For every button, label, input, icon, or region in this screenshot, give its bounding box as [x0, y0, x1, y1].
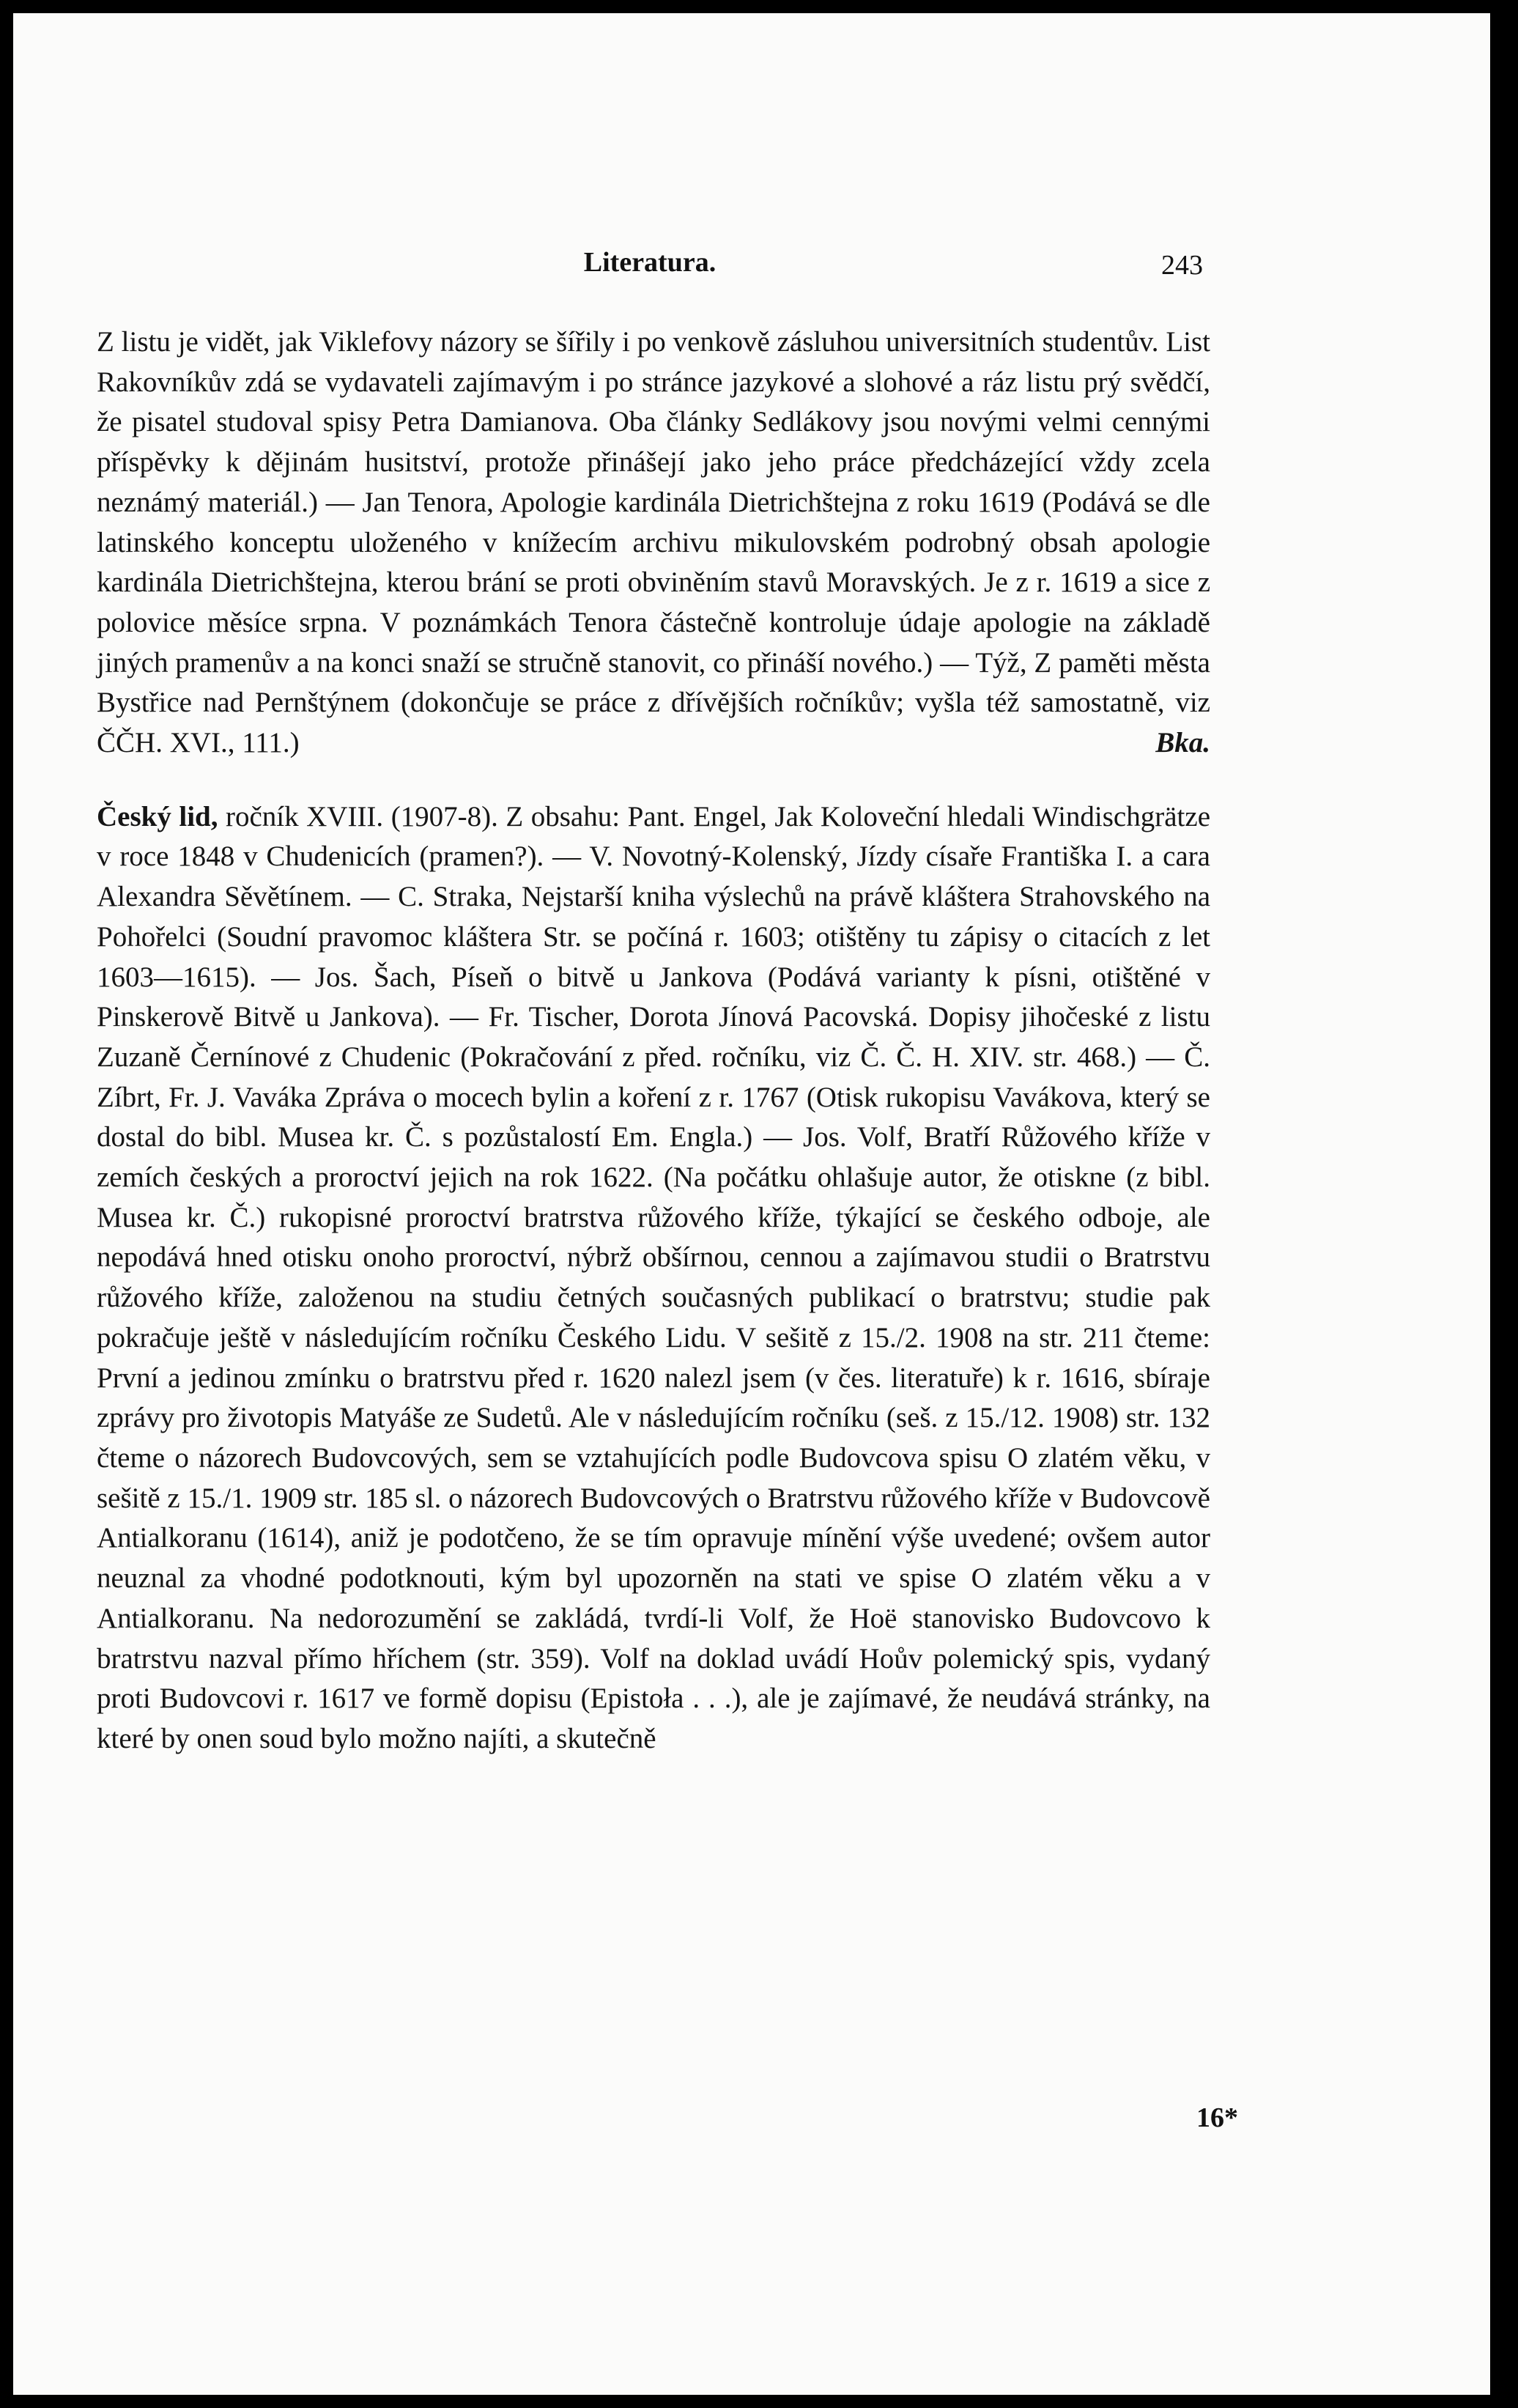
reviewer-signature: Bka. [1155, 727, 1210, 759]
paragraph-text: Z listu je vidět, jak Viklefovy názory se šířily i po venkově zásluhou universitních studentův. List Rakovníkův zdá se vydavateli zajímavým i po stránce jazykové a slohové a ráz listu prý svědčí, že pisatel studoval spisy Petra Damianova. Oba články Sedlákovy jsou novými velmi cennými příspěvky k dějinám husitství, protože přinášejí jako jeho práce předcházející vždy zcela neznámý materiál.) — Jan Tenora, Apologie kardinála Dietrichštejna z roku 1619 (Podává se dle latinského konceptu uloženého v knížecím archivu mikulovském podrobný obsah apologie kardinála Dietrichštejna, kterou brání se proti obviněním stavů Moravských. Je z r. 1619 a sice z polovice měsíce srpna. V poznámkách Tenora částečně kontroluje údaje apologie na základě jiných pramenův a na konci snaží se stručně stanovit, co přináší nového.) — Týž, Z paměti města Bystřice nad Pernštýnem (dokončuje se práce z dřívějších ročníkův; vyšla též samostatně, viz ČČH. XVI., 111.) [97, 326, 1210, 759]
paragraph-viklef [97, 322, 1210, 764]
page-body [97, 322, 1210, 1759]
scan-border [0, 0, 1518, 13]
page-header [97, 246, 1203, 290]
running-title: Literatura. [583, 247, 717, 278]
page-number: 243 [1161, 250, 1203, 281]
journal-title: Český lid, [97, 800, 218, 832]
paragraph-text: ročník XVIII. (1907-8). Z obsahu: Pant. Engel, Jak Koloveční hledali Windischgrätze v roce 1848 v Chudenicích (pramen?). — V. Novotný-Kolenský, Jízdy císaře Františka I. a cara Alexandra Sěvětínem. — C. Straka, Nejstarší kniha výslechů na právě kláštera Strahovského na Pohořelci (Soudní pravomoc kláštera Str. se počíná r. 1603; otištěny tu zápisy o citacích z let 1603—1615). — Jos. Šach, Píseň o bitvě u Jankova (Podává varianty k písni, otištěné v Pinskerově Bitvě u Jankova). — Fr. Tischer, Dorota Jínová Pacovská. Dopisy jihočeské z listu Zuzaně Černínové z Chudenic (Pokračování z před. ročníku, viz Č. Č. H. XIV. str. 468.) — Č. Zíbrt, Fr. J. Vaváka Zpráva o mocech bylin a koření z r. 1767 (Otisk rukopisu Vavákova, který se dostal do bibl. Musea kr. Č. s pozůstalostí Em. Engla.) — Jos. Volf, Bratří Růžového kříže v zemích českých a proroctví jejich na rok 1622. (Na počátku ohlašuje autor, že otiskne (z bibl. Musea kr. Č.) rukopisné proroctví bratrstva růžového kříže, týkající se českého odboje, ale nepodává hned otisku onoho proroctví, nýbrž obšírnou, cennou a zajímavou studii o Bratrstvu růžového kříže, založenou na studiu četných současných publikací o bratrstvu; studie pak pokračuje ještě v následujícím ročníku Českého Lidu. V sešitě z 15./2. 1908 na str. 211 čteme: První a jedinou zmínku o bratrstvu před r. 1620 nalezl jsem (v čes. literatuře) k r. 1616, sbíraje zprávy pro životopis Matyáše ze Sudetů. Ale v následujícím ročníku (seš. z 15./12. 1908) str. 132 čteme o názorech Budovcových, sem se vztahujících podle Budovcova spisu O zlatém věku, v sešitě z 15./1. 1909 str. 185 sl. o názorech Budovcových o Bratrstvu růžového kříže v Budovcově Antialkoranu (1614), aniž je podotčeno, že se tím opravuje mínění výše uvedené; ovšem autor neuznal za vhodné podotknouti, kým byl upozorněn na stati ve spise O zlatém věku a v Antialkoranu. Na nedorozumění se zakládá, tvrdí-li Volf, že Hoë stanovisko Budovcovo k bratrstvu nazval přímo hříchem (str. 359). Volf na doklad uvádí Hoův polemický spis, vydaný proti Budovcovi r. 1617 ve formě dopisu (Epistoła . . .), ale je zajímavé, že neudává stránky, na které by onen soud bylo možno najíti, a skutečně [97, 800, 1210, 1754]
signature-mark: 16* [1196, 2102, 1238, 2133]
paragraph-cesky-lid [97, 797, 1210, 1759]
